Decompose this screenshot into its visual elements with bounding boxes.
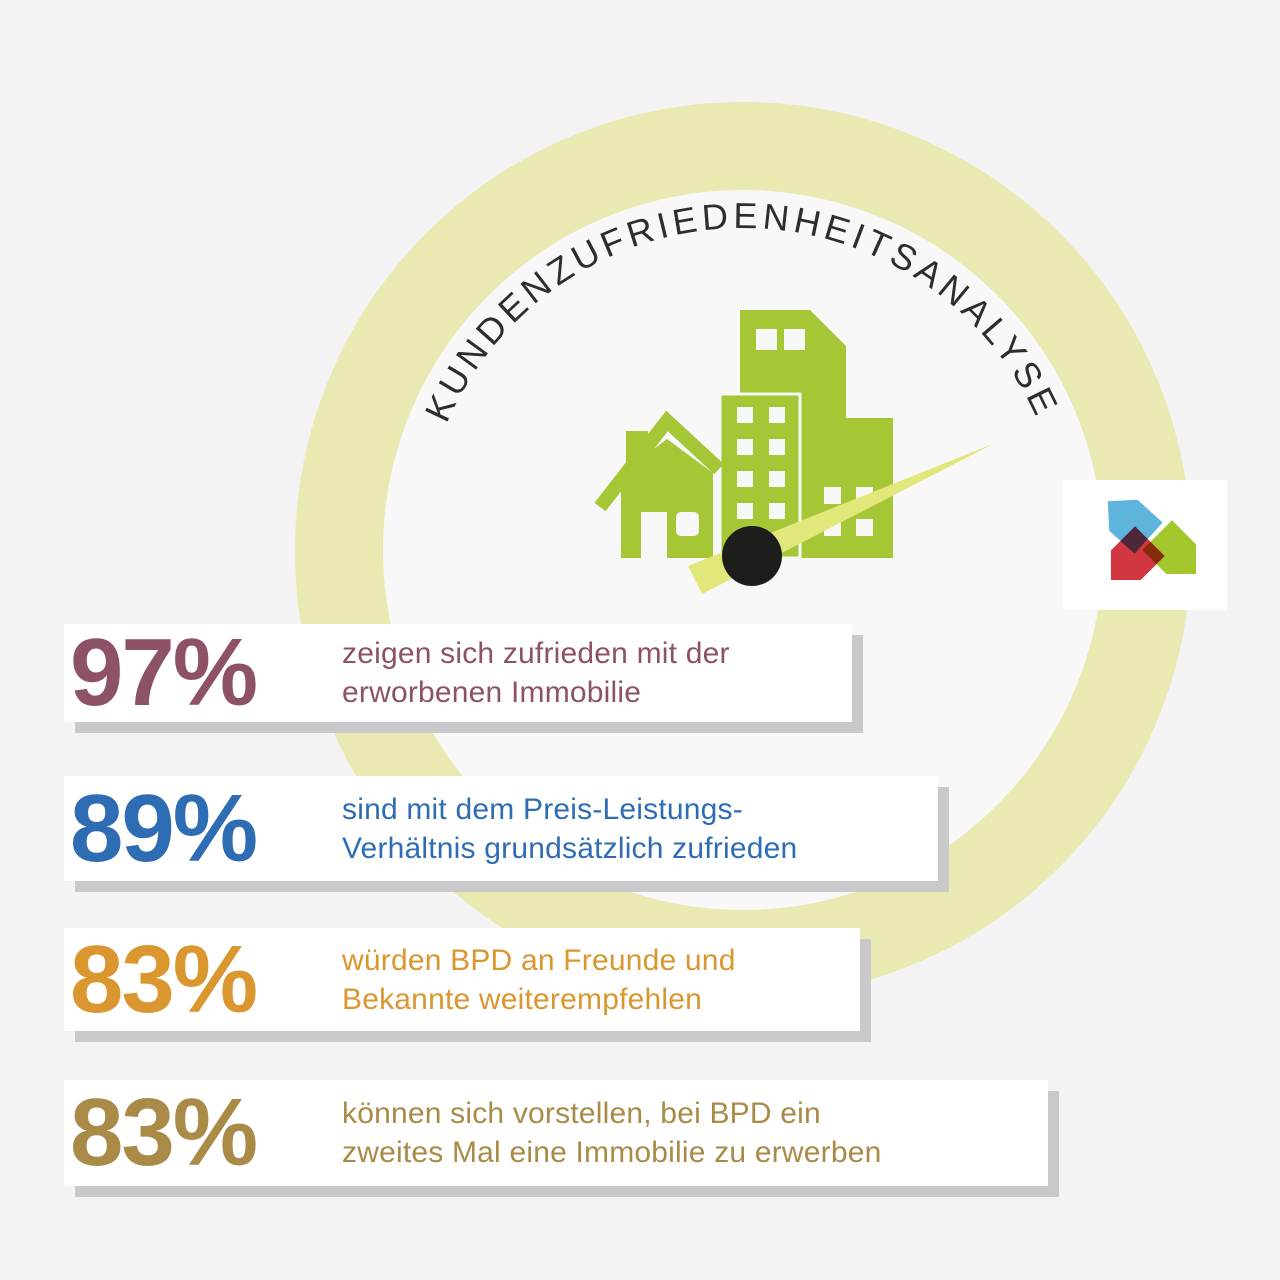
stat-text-line: zweites Mal eine Immobilie zu erwerben (342, 1136, 882, 1169)
stat-text (342, 790, 797, 868)
stat-text-line: Bekannte weiterempfehlen (342, 982, 703, 1016)
stat-value: 89% (70, 774, 257, 882)
stat-text-line: zeigen sich zufrieden mit der (342, 637, 730, 670)
stat-value: 97% (70, 619, 257, 726)
stat-text-line: erworbenen Immobilie (342, 676, 642, 709)
bpd-logo-icon (1063, 480, 1227, 610)
window (676, 512, 699, 536)
stat-row-recommendation (64, 925, 860, 1033)
gauge-hub-icon (722, 526, 782, 586)
stat-text (342, 941, 736, 1019)
bpd-logo (1063, 480, 1227, 610)
stat-text-line: können sich vorstellen, bei BPD ein (342, 1097, 821, 1130)
stat-row-price-performance (64, 776, 938, 881)
window (824, 487, 841, 504)
stat-row-satisfaction (64, 619, 852, 726)
logo-red-shape (1096, 526, 1165, 595)
door (641, 512, 667, 558)
arc-title: KUNDENZUFRIEDENHEITSANALYSE (416, 194, 1069, 428)
stat-row-repeat-purchase (64, 1080, 1048, 1186)
stat-value: 83% (70, 1079, 257, 1186)
window (756, 329, 777, 350)
stat-value: 83% (70, 925, 257, 1033)
window (784, 329, 805, 350)
stat-text-line: würden BPD an Freunde und (342, 943, 736, 977)
stat-text (342, 634, 730, 712)
stat-text-line: Verhältnis grundsätzlich zufrieden (342, 831, 798, 865)
stat-text (342, 1094, 882, 1172)
stat-text-line: sind mit dem Preis-Leistungs- (342, 792, 743, 826)
window (856, 519, 873, 536)
right-building-icon (808, 418, 893, 558)
